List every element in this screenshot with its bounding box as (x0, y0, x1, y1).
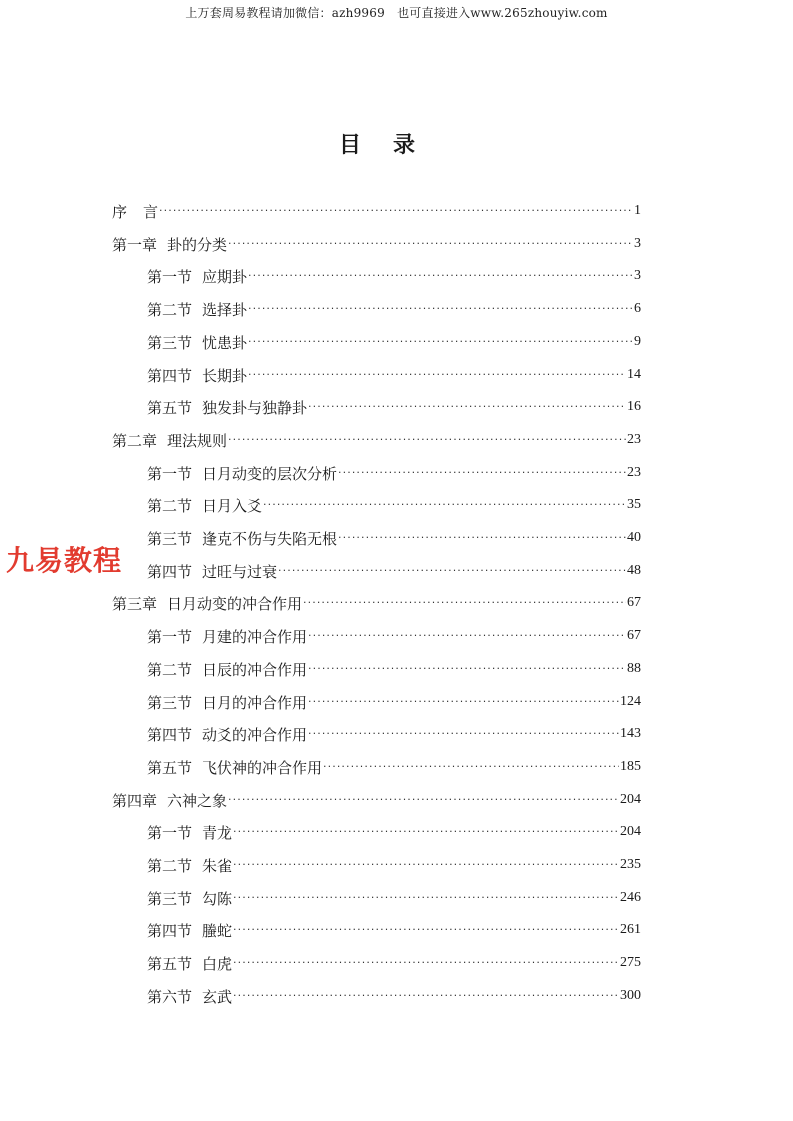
toc-leader-dots (233, 853, 619, 877)
toc-entry-label (147, 626, 307, 647)
toc-page-number: 23 (627, 432, 641, 447)
toc-leader-dots (308, 690, 619, 714)
toc-page-number: 124 (620, 694, 641, 709)
title-char-2: 录 (392, 133, 421, 158)
toc-entry-number: 第五节 (147, 954, 193, 973)
toc-page-number: 23 (627, 465, 641, 480)
toc-page-number: 204 (620, 792, 641, 807)
toc-entry-number: 第四节 (147, 921, 193, 940)
toc-entry-label (147, 561, 277, 582)
toc-section-entry[interactable] (147, 755, 641, 779)
toc-entry-number: 第一章 (112, 235, 158, 254)
toc-page-number: 67 (627, 628, 641, 643)
toc-leader-dots (338, 526, 626, 550)
toc-entry-number: 第三章 (112, 594, 158, 613)
toc-page-number: 3 (634, 268, 641, 283)
toc-leader-dots (308, 722, 619, 746)
toc-entry-title: 勾陈 (202, 889, 233, 908)
toc-entry-label (112, 234, 227, 255)
toc-leader-dots (228, 428, 626, 452)
toc-entry-label (147, 659, 307, 680)
toc-entry-title: 朱雀 (202, 856, 233, 875)
toc-leader-dots (263, 493, 626, 517)
toc-entry-label (147, 266, 247, 287)
toc-leader-dots (248, 330, 633, 354)
toc-leader-dots (323, 755, 619, 779)
toc-entry-label (147, 332, 247, 353)
toc-section-entry[interactable] (147, 493, 641, 517)
toc-entry-label (147, 692, 307, 713)
toc-entry-title: 日月入爻 (202, 496, 263, 515)
toc-entry-number: 第二章 (112, 431, 158, 450)
toc-page-number: 9 (634, 334, 641, 349)
toc-entry-label (147, 757, 322, 778)
toc-leader-dots (308, 395, 626, 419)
toc-entry-label (147, 528, 337, 549)
toc-section-entry[interactable] (147, 918, 641, 942)
toc-page-number: 40 (627, 530, 641, 545)
toc-entry-title: 过旺与过衰 (202, 562, 278, 581)
toc-entry-number: 序 (112, 202, 128, 221)
toc-page-number: 300 (620, 988, 641, 1003)
toc-section-entry[interactable] (147, 820, 641, 844)
toc-section-entry[interactable] (147, 951, 641, 975)
page-header-ad: 上万套周易教程请加微信：azh9969 也可直接进入www.265zhouyiw.com (185, 6, 608, 20)
toc-leader-dots (278, 559, 626, 583)
toc-entry-label (147, 888, 232, 909)
toc-chapter-entry[interactable] (112, 232, 641, 256)
toc-entry-number: 第三节 (147, 889, 193, 908)
toc-entry-title: 选择卦 (202, 300, 248, 319)
toc-chapter-entry[interactable] (112, 199, 641, 223)
toc-page-number: 35 (627, 497, 641, 512)
toc-leader-dots (248, 264, 633, 288)
toc-leader-dots (159, 199, 633, 223)
watermark-logo: 九易教程 (6, 544, 123, 577)
toc-section-entry[interactable] (147, 690, 641, 714)
toc-page-number: 204 (620, 824, 641, 839)
toc-leader-dots (233, 951, 619, 975)
toc-section-entry[interactable] (147, 559, 641, 583)
toc-page-number: 275 (620, 955, 641, 970)
toc-page-number: 143 (620, 726, 641, 741)
toc-page-number: 48 (627, 563, 641, 578)
toc-entry-label (112, 790, 227, 811)
toc-entry-number: 第五节 (147, 758, 193, 777)
toc-entry-title: 玄武 (202, 987, 233, 1006)
toc-entry-label (147, 495, 262, 516)
toc-entry-number: 第三节 (147, 529, 193, 548)
toc-page-number: 1 (634, 203, 641, 218)
toc-entry-title: 应期卦 (202, 267, 248, 286)
toc-page-number: 235 (620, 857, 641, 872)
toc-section-entry[interactable] (147, 886, 641, 910)
toc-entry-number: 第四节 (147, 725, 193, 744)
toc-entry-label (147, 365, 247, 386)
toc-entry-number: 第三节 (147, 693, 193, 712)
toc-page-number: 185 (620, 759, 641, 774)
toc-chapter-entry[interactable] (112, 428, 641, 452)
toc-entry-title: 日月的冲合作用 (202, 693, 308, 712)
toc-chapter-entry[interactable] (112, 788, 641, 812)
toc-entry-title: 理法规则 (167, 431, 228, 450)
toc-entry-title: 长期卦 (202, 366, 248, 385)
toc-entry-title: 卦的分类 (167, 235, 228, 254)
toc-entry-number: 第一节 (147, 267, 193, 286)
toc-section-entry[interactable] (147, 461, 641, 485)
toc-leader-dots (233, 984, 619, 1008)
toc-entry-label (112, 430, 227, 451)
toc-section-entry[interactable] (147, 853, 641, 877)
toc-section-entry[interactable] (147, 264, 641, 288)
toc-leader-dots (228, 788, 619, 812)
toc-page-number: 16 (627, 399, 641, 414)
toc-section-entry[interactable] (147, 984, 641, 1008)
toc-section-entry[interactable] (147, 624, 641, 648)
toc-page-number: 261 (620, 922, 641, 937)
toc-entry-number: 第一节 (147, 627, 193, 646)
toc-entry-title: 言 (143, 202, 159, 221)
toc-entry-title: 月建的冲合作用 (202, 627, 308, 646)
toc-entry-number: 第二节 (147, 660, 193, 679)
toc-section-entry[interactable] (147, 363, 641, 387)
toc-page-number: 3 (634, 236, 641, 251)
toc-entry-title: 白虎 (202, 954, 233, 973)
toc-entry-number: 第二节 (147, 300, 193, 319)
toc-entry-title: 日月动变的层次分析 (202, 464, 338, 483)
toc-leader-dots (233, 918, 619, 942)
toc-entry-number: 第五节 (147, 398, 193, 417)
toc-entry-number: 第四节 (147, 366, 193, 385)
toc-section-entry[interactable] (147, 330, 641, 354)
toc-entry-title: 螣蛇 (202, 921, 233, 940)
toc-entry-label (147, 953, 232, 974)
toc-page-number: 14 (627, 367, 641, 382)
toc-entry-number: 第一节 (147, 464, 193, 483)
toc-section-entry[interactable] (147, 395, 641, 419)
toc-entry-label (147, 299, 247, 320)
toc-entry-number: 第六节 (147, 987, 193, 1006)
toc-section-entry[interactable] (147, 526, 641, 550)
toc-leader-dots (308, 624, 626, 648)
toc-leader-dots (233, 820, 619, 844)
toc-page-number: 246 (620, 890, 641, 905)
toc-entry-label (147, 397, 307, 418)
toc-entry-title: 逢克不伤与失陷无根 (202, 529, 338, 548)
toc-entry-number: 第二节 (147, 496, 193, 515)
toc-leader-dots (228, 232, 633, 256)
toc-entry-label (147, 822, 232, 843)
toc-entry-number: 第四章 (112, 791, 158, 810)
toc-entry-title: 独发卦与独静卦 (202, 398, 308, 417)
toc-entry-number: 第四节 (147, 562, 193, 581)
toc-entry-label (147, 724, 307, 745)
toc-entry-label (112, 201, 158, 222)
toc-leader-dots (248, 297, 633, 321)
toc-entry-title: 动爻的冲合作用 (202, 725, 308, 744)
toc-entry-title: 飞伏神的冲合作用 (202, 758, 323, 777)
toc-entry-label (147, 855, 232, 876)
toc-entry-number: 第二节 (147, 856, 193, 875)
toc-leader-dots (308, 657, 626, 681)
toc-leader-dots (303, 591, 626, 615)
toc-section-entry[interactable] (147, 657, 641, 681)
toc-entry-number: 第一节 (147, 823, 193, 842)
toc-entry-label (147, 920, 232, 941)
toc-entry-title: 忧患卦 (202, 333, 248, 352)
toc-entry-number: 第三节 (147, 333, 193, 352)
toc-page-number: 6 (634, 301, 641, 316)
toc-chapter-entry[interactable] (112, 591, 641, 615)
toc-entry-label (147, 463, 337, 484)
toc-page-number: 88 (627, 661, 641, 676)
toc-entry-title: 日月动变的冲合作用 (167, 594, 303, 613)
toc-leader-dots (248, 363, 626, 387)
toc-leader-dots (233, 886, 619, 910)
title-char-1: 目 (338, 133, 367, 158)
toc-section-entry[interactable] (147, 722, 641, 746)
toc-entry-title: 青龙 (202, 823, 233, 842)
toc-entry-label (112, 593, 302, 614)
toc-entry-title: 日辰的冲合作用 (202, 660, 308, 679)
toc-page-number: 67 (627, 595, 641, 610)
toc-section-entry[interactable] (147, 297, 641, 321)
toc-leader-dots (338, 461, 626, 485)
toc-entry-title: 六神之象 (167, 791, 228, 810)
toc-entry-label (147, 986, 232, 1007)
